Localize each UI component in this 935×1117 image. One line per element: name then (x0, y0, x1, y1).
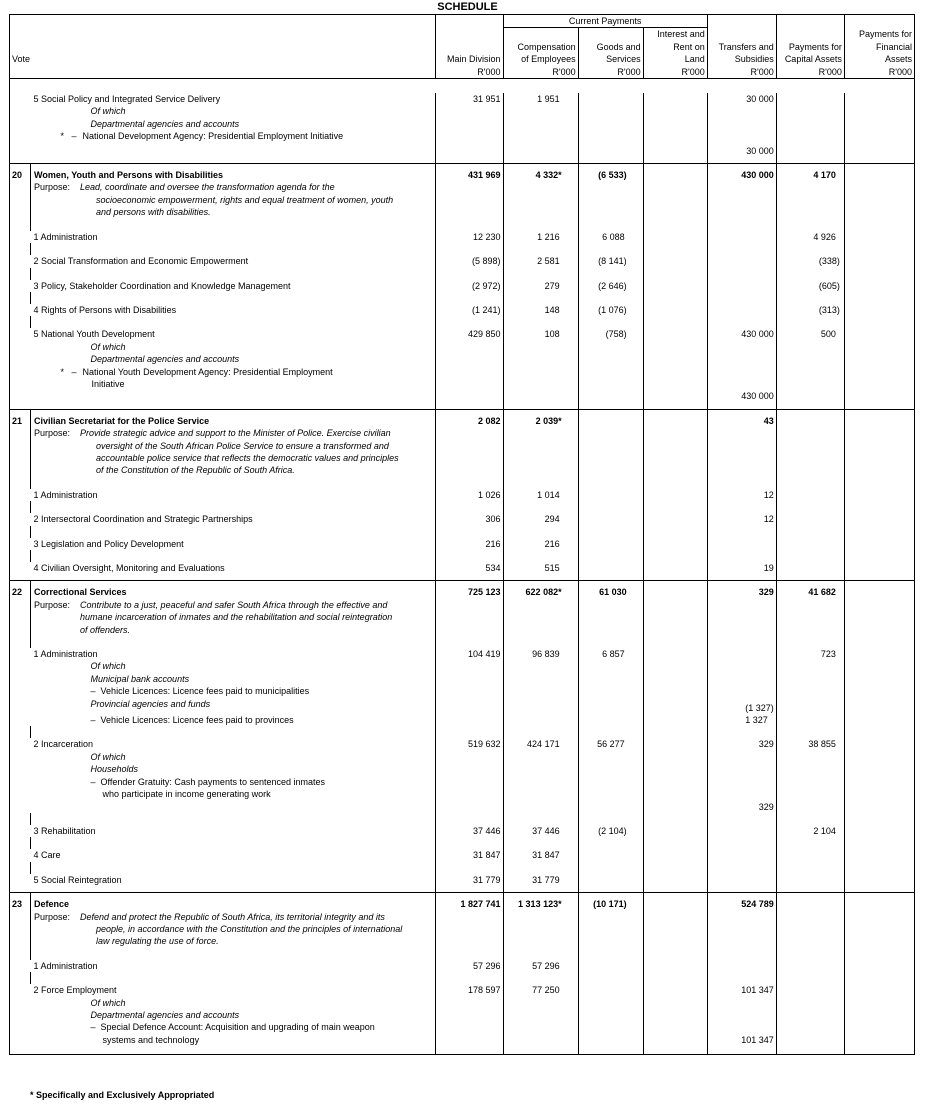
goods-services-value: (6 533) (578, 164, 643, 182)
programme-name: 4 Rights of Persons with Disabilities (31, 304, 436, 316)
vote-row (10, 893, 915, 911)
main-division-value: 31 779 (436, 874, 503, 886)
unit-label: R'000 (503, 66, 578, 79)
capital-assets-value: (313) (776, 304, 844, 316)
vote-number: 23 (10, 893, 31, 911)
vote-name: Women, Youth and Persons with Disabilities (31, 164, 436, 182)
capital-assets-value: 723 (776, 648, 844, 660)
compensation-value: 515 (503, 562, 578, 574)
table-row (10, 130, 915, 142)
programme-name: 5 Social Policy and Integrated Service Delivery (31, 93, 436, 105)
compensation-value: 77 250 (503, 984, 578, 996)
transfers-value: 329 (707, 581, 776, 599)
main-division-value: 12 230 (436, 231, 503, 243)
table-row (10, 489, 915, 501)
compensation-value: 57 296 (503, 960, 578, 972)
main-division-value: (2 972) (436, 280, 503, 292)
purpose-text: Defend and protect the Republic of South Africa, its territorial integrity and its people, in accordance with the Constitution and the principles of international law regulating the use of force. (80, 911, 403, 947)
table-row (10, 849, 915, 861)
table-row (10, 143, 915, 157)
transfers-value: 12 (707, 513, 776, 525)
transfers-value: 12 (707, 489, 776, 501)
programme-name: 2 Incarceration (31, 738, 436, 750)
transfers-value: 524 789 (707, 893, 776, 911)
of-which-label: Of which (31, 997, 436, 1009)
table-row (10, 751, 915, 763)
programme-name: 1 Administration (31, 231, 436, 243)
main-division-value: 306 (436, 513, 503, 525)
table-row (10, 390, 915, 402)
of-which-label: Of which (31, 751, 436, 763)
page-title: SCHEDULE (437, 1, 498, 13)
main-division-value: (1 241) (436, 304, 503, 316)
of-which-label: Of which (31, 341, 436, 353)
transfers-value: 329 (707, 738, 776, 750)
compensation-value: 216 (503, 538, 578, 550)
transfers-value: 43 (707, 409, 776, 427)
unit-label: R'000 (707, 66, 776, 79)
compensation-value: 1 014 (503, 489, 578, 501)
goods-services-value: (1 076) (578, 304, 643, 316)
category-label: Households (31, 763, 436, 775)
capital-assets-value: (605) (776, 280, 844, 292)
table-row (10, 328, 915, 340)
vote-number: 21 (10, 409, 31, 427)
table-row (10, 366, 915, 391)
table-row (10, 427, 915, 477)
main-division-value: 2 082 (436, 409, 503, 427)
table-row (10, 181, 915, 218)
line-item: National Development Agency: Presidential Employment Initiative (82, 131, 344, 142)
programme-name: 3 Policy, Stakeholder Coordination and Knowledge Management (31, 280, 436, 292)
table-row (10, 562, 915, 574)
line-item: – Offender Gratuity: Cash payments to sentenced inmates who participate in income generating work (31, 776, 436, 801)
table-row (10, 1021, 915, 1046)
main-division-value: 104 419 (436, 648, 503, 660)
transfers-value: (1 327) (707, 698, 776, 714)
goods-services-value: (8 141) (578, 255, 643, 267)
vote-number: 20 (10, 164, 31, 182)
goods-services-value: (2 104) (578, 825, 643, 837)
line-item: – Special Defence Account: Acquisition and upgrading of main weapon systems and technology (31, 1021, 436, 1046)
category-label: Provincial agencies and funds (31, 698, 436, 714)
vote-name: Defence (31, 893, 436, 911)
table-row (10, 538, 915, 550)
transfers-value: 30 000 (707, 93, 776, 105)
transfers-value: 19 (707, 562, 776, 574)
purpose-label: Purpose: (34, 599, 71, 610)
table-row (10, 874, 915, 886)
compensation-value: 2 039* (503, 409, 578, 427)
description-header (31, 15, 436, 66)
line-item: National Youth Development Agency: Presidential Employment Initiative (82, 366, 333, 389)
table-row (10, 513, 915, 525)
vote-row (10, 164, 915, 182)
purpose-label: Purpose: (34, 182, 71, 193)
table-row (10, 714, 915, 726)
compensation-value: 1 951 (503, 93, 578, 105)
of-which-label: Of which (31, 660, 436, 672)
table-row (10, 1009, 915, 1021)
capital-assets-value: 41 682 (776, 581, 844, 599)
purpose-text: Provide strategic advice and support to the Minister of Police. Exercise civilian oversight of the South African Police Service to ensure a transformed and accountable police service that reflects the democratic values and principles of the Constitution of the Republic of South Africa. (80, 428, 399, 476)
programme-name: 5 Social Reintegration (31, 874, 436, 886)
main-division-value: 431 969 (436, 164, 503, 182)
compensation-value: 108 (503, 328, 578, 340)
goods-services-header: Goods and Services (578, 28, 643, 66)
unit-label: R'000 (776, 66, 844, 79)
programme-name: 4 Civilian Oversight, Monitoring and Evaluations (31, 562, 436, 574)
programme-name: 3 Rehabilitation (31, 825, 436, 837)
purpose-label: Purpose: (34, 911, 71, 922)
goods-services-value: (10 171) (578, 893, 643, 911)
programme-name: 2 Force Employment (31, 984, 436, 996)
appropriation-star: * – (60, 131, 77, 142)
table-row (10, 105, 915, 117)
table-row (10, 599, 915, 636)
main-division-header: Main Division (436, 15, 503, 66)
table-row (10, 685, 915, 697)
table-row (10, 648, 915, 660)
transfers-header: Transfers and Subsidies (707, 15, 776, 66)
table-row (10, 304, 915, 316)
programme-name: 1 Administration (31, 960, 436, 972)
appropriation-star: * – (60, 366, 77, 377)
table-row (10, 801, 915, 813)
table-row (10, 118, 915, 130)
programme-name: 3 Legislation and Policy Development (31, 538, 436, 550)
main-division-value: 31 847 (436, 849, 503, 861)
purpose-label: Purpose: (34, 428, 71, 439)
units-row (10, 66, 915, 79)
table-row (10, 280, 915, 292)
programme-name: 4 Care (31, 849, 436, 861)
table-row (10, 231, 915, 243)
vote-name: Civilian Secretariat for the Police Service (31, 409, 436, 427)
compensation-value: 96 839 (503, 648, 578, 660)
of-which-label: Of which (31, 105, 436, 117)
main-division-value: 519 632 (436, 738, 503, 750)
compensation-value: 37 446 (503, 825, 578, 837)
table-row (10, 763, 915, 775)
purpose-text: Contribute to a just, peaceful and safer South Africa through the effective and humane incarceration of inmates and the rehabilitation and social reintegration of offenders. (80, 599, 393, 635)
transfers-value: 329 (707, 801, 776, 813)
compensation-value: 2 581 (503, 255, 578, 267)
footnote: * Specifically and Exclusively Appropriated (30, 1090, 215, 1100)
vote-row (10, 581, 915, 599)
current-payments-header: Current Payments (503, 15, 707, 28)
vote-header: Vote (10, 15, 31, 66)
unit-label: R'000 (844, 66, 914, 79)
main-division-value: 1 026 (436, 489, 503, 501)
programme-name: 2 Social Transformation and Economic Empowerment (31, 255, 436, 267)
compensation-header: Compensation of Employees (503, 28, 578, 66)
capital-assets-value: 38 855 (776, 738, 844, 750)
main-division-value: 725 123 (436, 581, 503, 599)
vote-row (10, 409, 915, 427)
compensation-value: 294 (503, 513, 578, 525)
transfers-value: 430 000 (707, 164, 776, 182)
compensation-value: 279 (503, 280, 578, 292)
main-division-value: 1 827 741 (436, 893, 503, 911)
main-division-value: 178 597 (436, 984, 503, 996)
table-row (10, 738, 915, 750)
category-label: Departmental agencies and accounts (31, 1009, 436, 1021)
table-row (10, 776, 915, 801)
transfers-value: 1 327 (707, 714, 776, 726)
main-division-value: 216 (436, 538, 503, 550)
compensation-value: 148 (503, 304, 578, 316)
unit-label: R'000 (436, 66, 503, 79)
compensation-value: 31 847 (503, 849, 578, 861)
table-row (10, 255, 915, 267)
table-row (10, 997, 915, 1009)
goods-services-value: 56 277 (578, 738, 643, 750)
category-label: Municipal bank accounts (31, 673, 436, 685)
table-row (10, 911, 915, 948)
main-division-value: (5 898) (436, 255, 503, 267)
goods-services-value: (2 646) (578, 280, 643, 292)
table-row (10, 93, 915, 105)
compensation-value: 1 216 (503, 231, 578, 243)
compensation-value: 1 313 123* (503, 893, 578, 911)
header-row (10, 15, 915, 28)
unit-label: R'000 (578, 66, 643, 79)
schedule-table (9, 14, 915, 1055)
main-division-value: 31 951 (436, 93, 503, 105)
vote-name: Correctional Services (31, 581, 436, 599)
table-row (10, 341, 915, 353)
unit-label: R'000 (643, 66, 707, 79)
main-division-value: 534 (436, 562, 503, 574)
interest-rent-header: Interest and Rent on Land (643, 28, 707, 66)
transfers-value: 430 000 (707, 328, 776, 340)
financial-assets-header: Payments for Financial Assets (844, 15, 914, 66)
table-row (10, 660, 915, 672)
goods-services-value: 6 088 (578, 231, 643, 243)
main-division-value: 37 446 (436, 825, 503, 837)
capital-assets-value: (338) (776, 255, 844, 267)
compensation-value: 31 779 (503, 874, 578, 886)
capital-assets-value: 500 (776, 328, 844, 340)
line-item: – Vehicle Licences: Licence fees paid to municipalities (31, 685, 436, 697)
line-item: – Vehicle Licences: Licence fees paid to provinces (31, 714, 436, 726)
capital-assets-value: 2 104 (776, 825, 844, 837)
table-row (10, 79, 915, 94)
capital-assets-value: 4 170 (776, 164, 844, 182)
table-row (10, 353, 915, 365)
category-label: Departmental agencies and accounts (31, 118, 436, 130)
table-row (10, 960, 915, 972)
table-row (10, 825, 915, 837)
transfers-value: 101 347 (707, 984, 776, 996)
programme-name: 5 National Youth Development (31, 328, 436, 340)
compensation-value: 424 171 (503, 738, 578, 750)
programme-name: 1 Administration (31, 648, 436, 660)
goods-services-value: (758) (578, 328, 643, 340)
transfers-value: 30 000 (707, 143, 776, 157)
goods-services-value: 61 030 (578, 581, 643, 599)
goods-services-value: 6 857 (578, 648, 643, 660)
main-division-value: 57 296 (436, 960, 503, 972)
category-label: Departmental agencies and accounts (31, 353, 436, 365)
programme-name: 1 Administration (31, 489, 436, 501)
main-division-value: 429 850 (436, 328, 503, 340)
compensation-value: 4 332* (503, 164, 578, 182)
compensation-value: 622 082* (503, 581, 578, 599)
transfers-value: 101 347 (707, 1021, 776, 1046)
transfers-value: 430 000 (707, 390, 776, 402)
vote-number: 22 (10, 581, 31, 599)
capital-assets-value: 4 926 (776, 231, 844, 243)
capital-assets-header: Payments for Capital Assets (776, 15, 844, 66)
purpose-text: Lead, coordinate and oversee the transformation agenda for the socioeconomic empowerment, rights and equal treatment of women, youth and persons with disabilities. (80, 182, 394, 218)
programme-name: 2 Intersectoral Coordination and Strategic Partnerships (31, 513, 436, 525)
table-row (10, 673, 915, 685)
table-row (10, 698, 915, 714)
table-row (10, 984, 915, 996)
